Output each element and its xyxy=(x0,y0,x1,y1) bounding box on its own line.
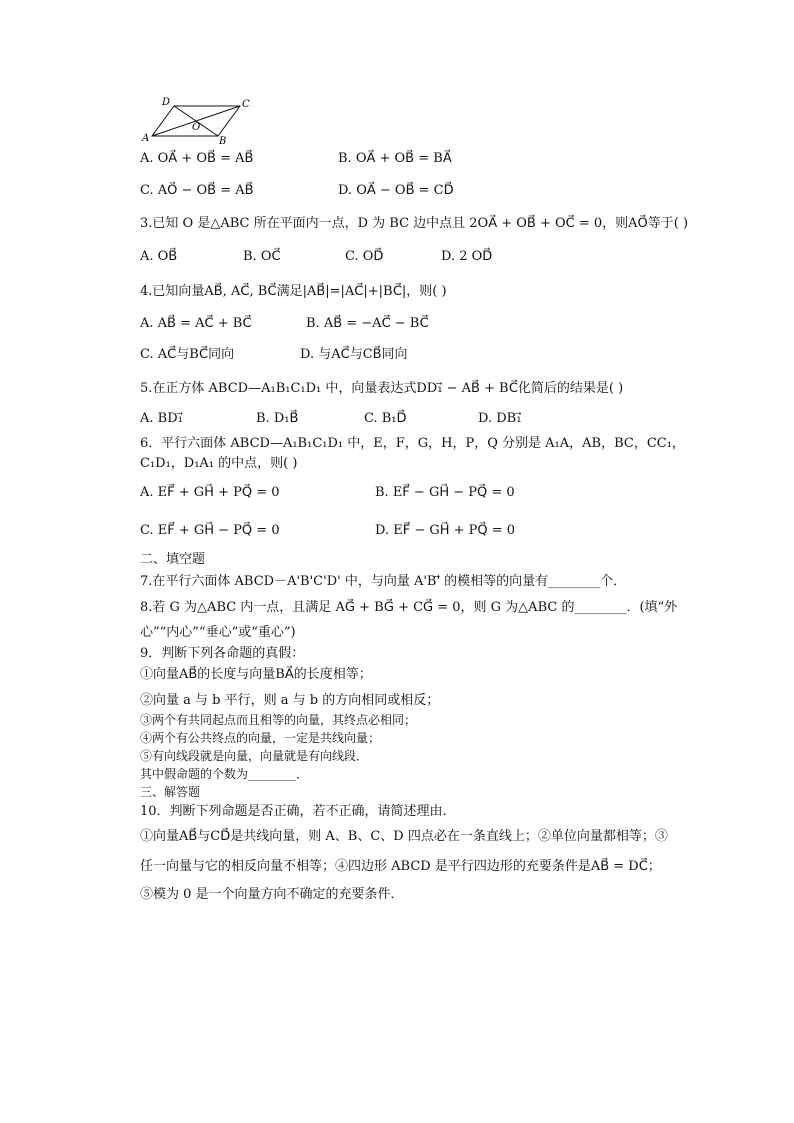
q10-stem: 10．判断下列命题是否正确，若不正确，请简述理由． xyxy=(140,804,456,819)
q9-item-2: ②向量 a 与 b 平行，则 a 与 b 的方向相同或相反； xyxy=(140,693,440,708)
q4-option-c: C. AC⃗与BC⃗同向 xyxy=(140,347,235,362)
q3-option-b: B. OC⃗ xyxy=(243,249,281,264)
q6-option-a: A. EF⃗ + GH⃗ + PQ⃗ = 0 xyxy=(140,485,280,500)
q10-line3: ⑤模为 0 是一个向量方向不确定的充要条件． xyxy=(140,887,404,902)
q8-text-line2: 心”“内心”“垂心”或“重心”) xyxy=(140,625,296,640)
q4-stem: 4.已知向量AB⃗, AC⃗, BC⃗满足|AB⃗|=|AC⃗|+|BC⃗|，则( ) xyxy=(140,284,447,299)
q5-option-b: B. D₁B⃗ xyxy=(256,411,299,426)
q9-item-4: ④两个有公共终点的向量，一定是共线向量； xyxy=(140,731,381,745)
q8-text-line1: 8.若 G 为△ABC 内一点，且满足 AG⃗ + BG⃗ + CG⃗ = 0，则 G 为△ABC 的________．(填“外 xyxy=(140,600,678,615)
q3-stem: 3.已知 O 是△ABC 所在平面内一点，D 为 BC 边中点且 2OA⃗ + OB⃗ + OC⃗ = 0，则AO⃗等于( ) xyxy=(140,216,689,231)
q5-option-d: D. DB₁⃗ xyxy=(478,411,522,426)
q3-option-c: C. OD⃗ xyxy=(345,249,384,264)
q3-option-d: D. 2 OD⃗ xyxy=(441,249,493,264)
q10-line2: 任一向量与它的相反向量不相等；④四边形 ABCD 是平行四边形的充要条件是AB⃗ = DC⃗； xyxy=(140,859,661,874)
label-d: D xyxy=(162,97,171,108)
q2-option-b: B. OA⃗ + OB⃗ = BA⃗ xyxy=(338,151,452,166)
section-heading-fill-in: 二、填空题 xyxy=(140,552,206,567)
label-c: C xyxy=(242,99,250,110)
q7-text: 7.在平行六面体 ABCD－A'B'C'D' 中，与向量 A'B'⃗ 的模相等的向量有________个． xyxy=(140,574,627,589)
q10-line1: ①向量AB⃗与CD⃗是共线向量，则 A、B、C、D 四点必在一条直线上；②单位向量都相等；③ xyxy=(140,829,668,844)
q6-stem-line2: C₁D₁，D₁A₁ 的中点，则( ) xyxy=(140,456,298,471)
parallelogram-figure xyxy=(140,96,250,146)
q9-stem: 9．判断下列各命题的真假： xyxy=(140,646,305,661)
section-heading-answer: 三、解答题 xyxy=(140,785,201,799)
q4-option-a: A. AB⃗ = AC⃗ + BC⃗ xyxy=(140,316,252,331)
q5-stem: 5.在正方体 ABCD—A₁B₁C₁D₁ 中，向量表达式DD₁⃗ − AB⃗ + BC⃗化简后的结果是( ) xyxy=(140,381,624,396)
q2-option-d: D. OA⃗ − OB⃗ = CD⃗ xyxy=(338,183,454,198)
label-a: A xyxy=(142,133,150,144)
q4-option-d: D. 与AC⃗与CB⃗同向 xyxy=(300,347,408,362)
label-b: B xyxy=(219,136,227,146)
q4-option-b: B. AB⃗ = −AC⃗ − BC⃗ xyxy=(306,316,429,331)
q6-option-c: C. EF⃗ + GH⃗ − PQ⃗ = 0 xyxy=(140,523,280,538)
q5-option-a: A. BD₁⃗ xyxy=(140,411,183,426)
q2-option-c: C. AO⃗ − OB⃗ = AB⃗ xyxy=(140,183,254,198)
q9-item-3: ③两个有共同起点而且相等的向量，其终点必相同； xyxy=(140,713,417,727)
q9-item-1: ①向量AB⃗的长度与向量BA⃗的长度相等； xyxy=(140,667,372,682)
q6-option-b: B. EF⃗ − GH⃗ − PQ⃗ = 0 xyxy=(375,485,515,500)
label-o: O xyxy=(192,122,201,133)
q5-option-c: C. B₁D⃗ xyxy=(364,411,407,426)
q6-stem-line1: 6．平行六面体 ABCD—A₁B₁C₁D₁ 中，E，F，G，H，P，Q 分别是 A₁A，AB，BC，CC₁， xyxy=(140,436,685,451)
q9-tail: 其中假命题的个数为________． xyxy=(140,767,309,781)
q2-option-a: A. OA⃗ + OB⃗ = AB⃗ xyxy=(140,151,254,166)
q6-option-d: D. EF⃗ − GH⃗ + PQ⃗ = 0 xyxy=(375,523,516,538)
q3-option-a: A. OB⃗ xyxy=(140,249,178,264)
q9-item-5: ⑤有向线段就是向量，向量就是有向线段． xyxy=(140,749,369,763)
